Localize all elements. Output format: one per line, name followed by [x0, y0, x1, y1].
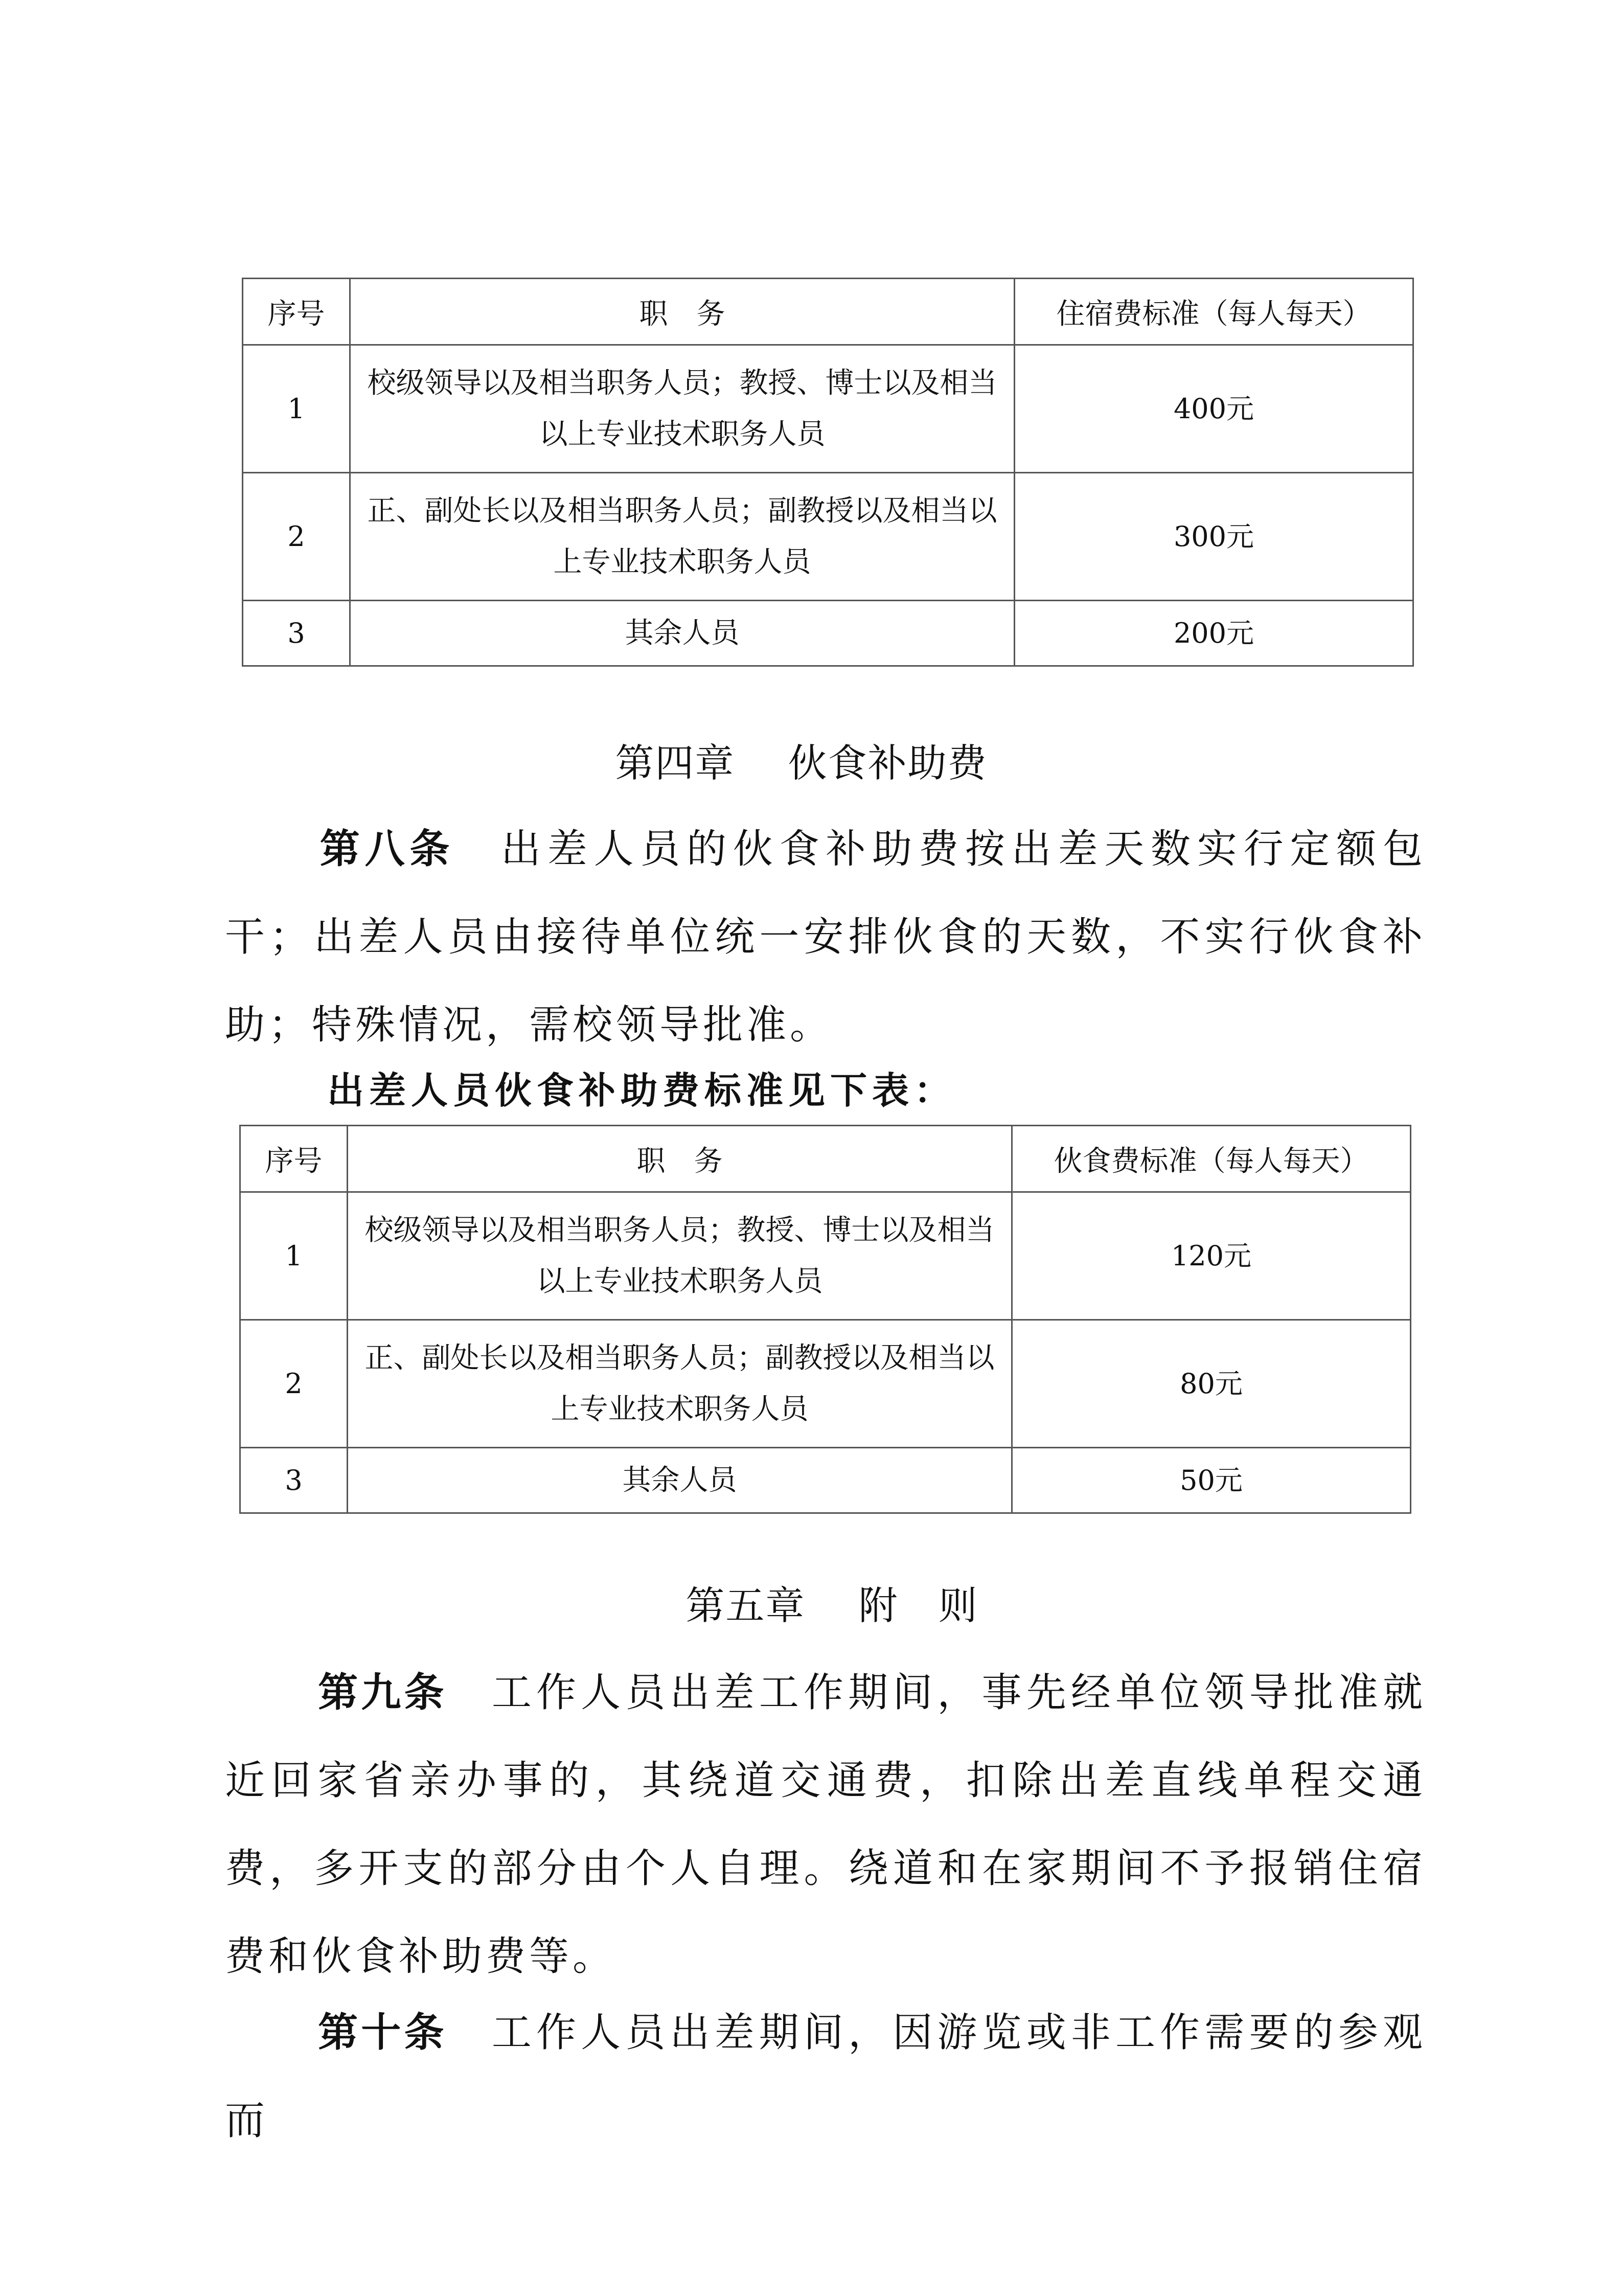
article-text: 工作人员出差工作期间，事先经单位领导批准就近回家省亲办事的，其绕道交通费，扣除出差直线单程交通费，多开支的部分由个人自理。绕道和在家期间不予报销住宿费和伙食补助费等。	[225, 1670, 1426, 1980]
chapter-heading: 第五章 附 则	[685, 1583, 978, 1628]
header-position: 职 务	[350, 279, 1015, 345]
table-caption: 出差人员伙食补助费标准见下表：	[327, 1069, 956, 1112]
cell-seq: 3	[243, 601, 350, 666]
table-header-row	[243, 279, 1413, 345]
meal-standard-table	[239, 1125, 1411, 1514]
article-label: 第八条	[317, 826, 455, 872]
article-paragraph	[225, 1649, 1426, 2001]
header-seq: 序号	[240, 1126, 348, 1192]
table-row	[240, 1320, 1411, 1448]
cell-position: 正、副处长以及相当职务人员；副教授以及相当以上专业技术职务人员	[350, 473, 1015, 601]
cell-seq: 1	[240, 1192, 348, 1320]
lodging-standard-table	[242, 278, 1414, 667]
cell-amount: 50元	[1012, 1448, 1411, 1513]
cell-position: 校级领导以及相当职务人员；教授、博士以及相当以上专业技术职务人员	[348, 1192, 1012, 1320]
article-paragraph	[225, 805, 1426, 1069]
article-text: 工作人员出差期间，因游览或非工作需要的参观而	[225, 2010, 1426, 2144]
cell-seq: 3	[240, 1448, 348, 1513]
table-row	[243, 601, 1413, 666]
cell-amount: 120元	[1012, 1192, 1411, 1320]
header-standard: 伙食费标准（每人每天）	[1012, 1126, 1411, 1192]
header-standard: 住宿费标准（每人每天）	[1015, 279, 1413, 345]
cell-amount: 400元	[1015, 345, 1413, 473]
table-header-row	[240, 1126, 1411, 1192]
header-position: 职 务	[348, 1126, 1012, 1192]
chapter-heading: 第四章 伙食补助费	[615, 740, 988, 786]
cell-amount: 200元	[1015, 601, 1413, 666]
article-text: 出差人员的伙食补助费按出差天数实行定额包干；出差人员由接待单位统一安排伙食的天数，不实行伙食补助；特殊情况，需校领导批准。	[225, 826, 1426, 1048]
cell-seq: 2	[243, 473, 350, 601]
article-paragraph	[225, 1989, 1426, 2165]
table-row	[243, 345, 1413, 473]
article-label: 第九条	[317, 1670, 447, 1716]
table-row	[240, 1192, 1411, 1320]
cell-seq: 2	[240, 1320, 348, 1448]
cell-seq: 1	[243, 345, 350, 473]
cell-position: 其余人员	[350, 601, 1015, 666]
cell-amount: 80元	[1012, 1320, 1411, 1448]
cell-position: 其余人员	[348, 1448, 1012, 1513]
cell-position: 正、副处长以及相当职务人员；副教授以及相当以上专业技术职务人员	[348, 1320, 1012, 1448]
article-label: 第十条	[317, 2010, 447, 2056]
table-row	[240, 1448, 1411, 1513]
header-seq: 序号	[243, 279, 350, 345]
cell-position: 校级领导以及相当职务人员；教授、博士以及相当以上专业技术职务人员	[350, 345, 1015, 473]
table-row	[243, 473, 1413, 601]
cell-amount: 300元	[1015, 473, 1413, 601]
